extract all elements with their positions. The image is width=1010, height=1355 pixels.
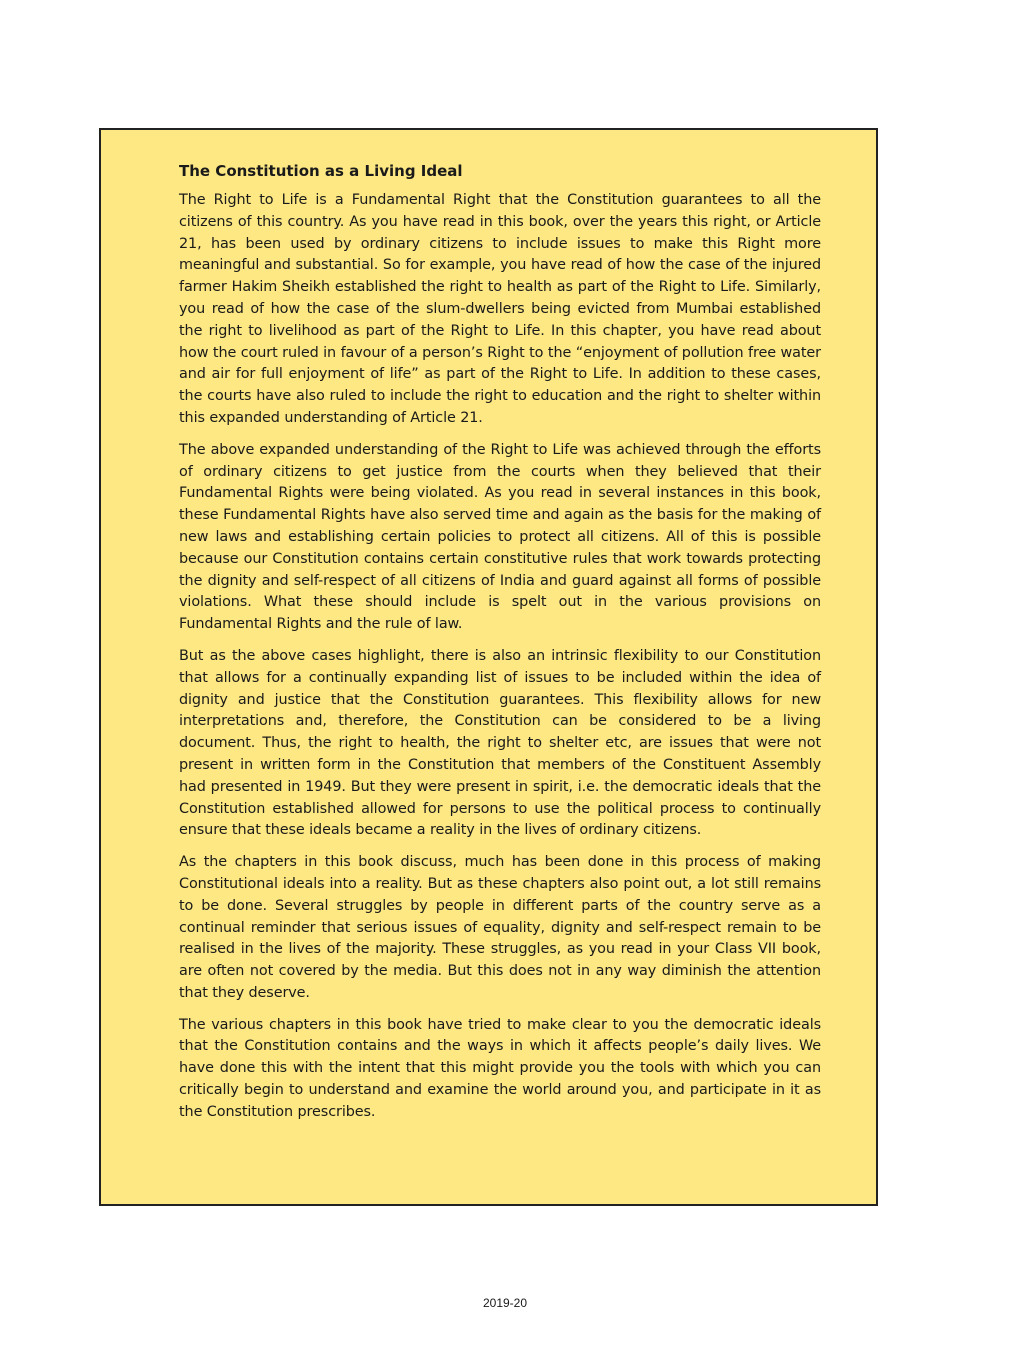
box-heading: The Constitution as a Living Ideal xyxy=(179,162,463,180)
paragraph-1: The Right to Life is a Fundamental Right that the Constitution guarantees to all the citizens of this country. As you have read in this book, over the years this right, or Article 21, has been used by ordinary citizens to include issues to make this Right more meaningful and substantial. So for example, you have read of how the case of the injured farmer Hakim Sheikh established the right to health as part of the Right to Life. Similarly, you read of how the case of the slum-dwellers being evicted from Mumbai established the right to livelihood as part of the Right to Life. In this chapter, you have read about how the court ruled in favour of a person’s Right to the “enjoyment of pollution free water and air for full enjoyment of life” as part of the Right to Life. In addition to these cases, the courts have also ruled to include the right to education and the right to shelter within this expanded understanding of Article 21. xyxy=(179,192,821,426)
page-footer-year: 2019-20 xyxy=(482,1296,528,1310)
paragraph-2: The above expanded understanding of the Right to Life was achieved through the efforts of ordinary citizens to get justice from the courts when they believed that their Fundamental Rights were being violated. As you read in several instances in this book, these Fundamental Rights have also served time and again as the basis for the making of new laws and establishing certain policies to protect all citizens. All of this is possible because our Constitution contains certain constitutive rules that work towards protecting the dignity and self-respect of all citizens of India and guard against all forms of possible violations. What these should include is spelt out in the various provisions on Fundamental Rights and the rule of law. xyxy=(179,441,821,633)
box-content xyxy=(179,160,821,1134)
paragraph-3: But as the above cases highlight, there is also an intrinsic flexibility to our Constitution that allows for a continually expanding list of issues to be included within the idea of dignity and justice that the Constitution guarantees. This flexibility allows for new interpretations and, therefore, the Constitution can be considered to be a living document. Thus, the right to health, the right to shelter etc, are issues that were not present in written form in the Constitution that members of the Constituent Assembly had presented in 1949. But they were present in spirit, i.e. the democratic ideals that the Constitution established allowed for persons to use the political process to continually ensure that these ideals became a reality in the lives of ordinary citizens. xyxy=(179,647,821,839)
paragraph-5: The various chapters in this book have tried to make clear to you the democratic ideals that the Constitution contains and the ways in which it affects people’s daily lives. We have done this with the intent that this might provide you the tools with which you can critically begin to understand and examine the world around you, and participate in it as the Constitution prescribes. xyxy=(179,1016,821,1120)
highlight-box xyxy=(99,128,878,1206)
paragraph-4: As the chapters in this book discuss, much has been done in this process of making Constitutional ideals into a reality. But as these chapters also point out, a lot still remains to be done. Several struggles by people in different parts of the country serve as a continual reminder that serious issues of equality, dignity and self-respect remain to be realised in the lives of the majority. These struggles, as you read in your Class VII book, are often not covered by the media. But this does not in any way diminish the attention that they deserve. xyxy=(179,854,821,1001)
